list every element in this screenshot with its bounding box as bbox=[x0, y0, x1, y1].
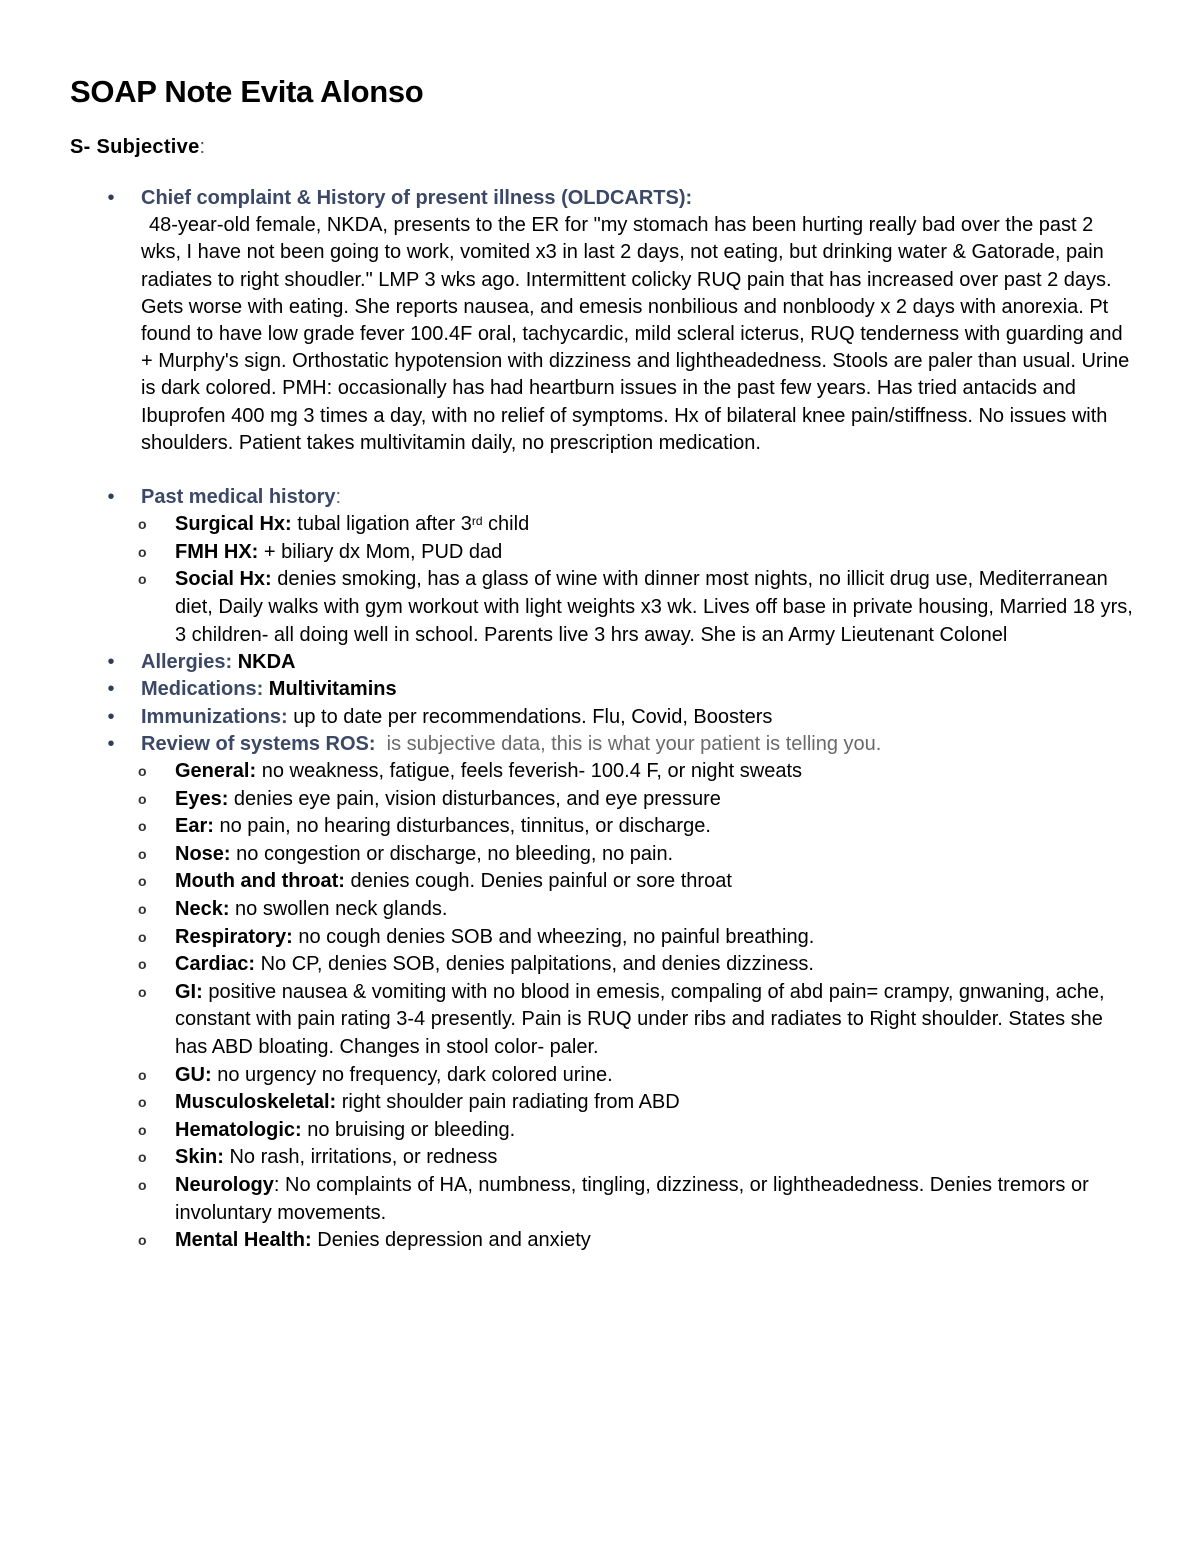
ros-mental-label: Mental Health: bbox=[175, 1229, 312, 1252]
ros-cardiac-text: No CP, denies SOB, denies palpitations, and denies dizziness. bbox=[255, 953, 814, 976]
ros-item-hematologic bbox=[104, 1117, 1134, 1145]
ros-item-eyes bbox=[104, 786, 1134, 814]
list-item-medications bbox=[104, 676, 1134, 703]
ros-respiratory-label: Respiratory: bbox=[175, 925, 293, 948]
medications-value: Multivitamins bbox=[263, 678, 397, 701]
ros-item-neck bbox=[104, 896, 1134, 924]
subjective-list bbox=[104, 185, 1134, 1255]
ros-neuro-label: Neurology bbox=[175, 1173, 274, 1196]
ros-ear-text: no pain, no hearing disturbances, tinnitus, or discharge. bbox=[213, 815, 711, 838]
ros-skin-label: Skin: bbox=[175, 1146, 224, 1169]
sub-bullet-icon: o bbox=[138, 900, 147, 917]
ros-item-mouth-throat bbox=[104, 868, 1134, 896]
bullet-icon: • bbox=[107, 705, 115, 728]
ros-item-musculoskeletal bbox=[104, 1089, 1134, 1117]
immunizations-value: up to date per recommendations. Flu, Covid, Boosters bbox=[287, 705, 773, 728]
ros-nose-text: no congestion or discharge, no bleeding, no pain. bbox=[230, 842, 674, 865]
allergies-label: Allergies: bbox=[141, 651, 233, 674]
sub-bullet-icon: o bbox=[138, 1176, 147, 1193]
ros-gu-text: no urgency no frequency, dark colored urine. bbox=[211, 1063, 613, 1086]
list-item-past-medical-history bbox=[104, 484, 1134, 649]
surgical-text-after: child bbox=[482, 513, 530, 536]
ros-item-gu bbox=[104, 1062, 1134, 1090]
medications-label: Medications: bbox=[141, 678, 264, 701]
fmh-text: + biliary dx Mom, PUD dad bbox=[258, 540, 503, 563]
surgical-text: tubal ligation after 3 bbox=[291, 513, 472, 536]
bullet-icon: • bbox=[107, 678, 115, 701]
social-text: denies smoking, has a glass of wine with dinner most nights, no illicit drug use, Mediterranean diet, Daily walks with gym workout with light weights x3 wk. Lives off base in private housing, Married 18 yrs, 3 children- all doing well in school. Parents live 3 hrs away. She is an Army Lieutenant Colonel bbox=[175, 568, 1133, 646]
list-item-immunizations bbox=[104, 704, 1134, 731]
sub-bullet-icon: o bbox=[138, 516, 147, 533]
ros-heme-text: no bruising or bleeding. bbox=[301, 1118, 516, 1141]
sub-bullet-icon: o bbox=[138, 1232, 147, 1249]
section-colon: : bbox=[199, 136, 206, 158]
sub-bullet-icon: o bbox=[138, 818, 147, 835]
ros-general-label: General: bbox=[175, 760, 257, 783]
ros-mouth-label: Mouth and throat: bbox=[175, 870, 345, 893]
ros-item-cardiac bbox=[104, 951, 1134, 979]
chief-complaint-text: 48-year-old female, NKDA, presents to the ER for "my stomach has been hurting really bad over the past 2 wks, I have not been going to work, vomited x3 in last 2 days, not eating, but drinking water & Gatorade, pain radiates to right shoudler." LMP 3 wks ago. Intermittent colicky RUQ pain that has increased over past 2 days. Gets worse with eating. She reports nausea, and emesis nonbilious and nonbloody x 2 days with anorexia. Pt found to have low grade fever 100.4F oral, tachycardic, mild scleral icterus, RUQ tenderness with guarding and + Murphy's sign. Orthostatic hypotension with dizziness and lightheadedness. Stools are paler than usual. Urine is dark colored. PMH: occasionally has had heartburn issues in the past few years. Has tried antacids and Ibuprofen 400 mg 3 times a day, with no relief of symptoms. Hx of bilateral knee pain/stiffness. No issues with shoulders. Patient takes multivitamin daily, no prescription medication. bbox=[141, 214, 1130, 454]
pmh-item-fmh bbox=[104, 539, 1134, 567]
bullet-icon: • bbox=[107, 187, 115, 209]
ros-ear-label: Ear: bbox=[175, 815, 214, 838]
section-heading-subjective bbox=[70, 136, 205, 159]
bullet-icon: • bbox=[107, 486, 115, 509]
ros-gi-label: GI: bbox=[175, 980, 203, 1003]
ros-mental-text: Denies depression and anxiety bbox=[311, 1229, 591, 1252]
allergies-value: NKDA bbox=[232, 651, 296, 674]
section-label: S- Subjective bbox=[70, 136, 200, 158]
sub-bullet-icon: o bbox=[138, 1094, 147, 1111]
ros-neck-label: Neck: bbox=[175, 897, 230, 920]
sub-bullet-icon: o bbox=[138, 983, 147, 1000]
ros-item-ear bbox=[104, 813, 1134, 841]
ros-neuro-text: : No complaints of HA, numbness, tingling, dizziness, or lightheadedness. Denies tremors or involuntary movements. bbox=[175, 1173, 1089, 1224]
ros-msk-text: right shoulder pain radiating from ABD bbox=[336, 1091, 680, 1114]
ros-item-general bbox=[104, 758, 1134, 786]
bullet-icon: • bbox=[107, 732, 115, 755]
sub-bullet-icon: o bbox=[138, 1066, 147, 1083]
surgical-label: Surgical Hx: bbox=[175, 513, 292, 536]
ros-item-skin bbox=[104, 1144, 1134, 1172]
ros-gu-label: GU: bbox=[175, 1063, 212, 1086]
ros-nose-label: Nose: bbox=[175, 842, 231, 865]
ros-heme-label: Hematologic: bbox=[175, 1118, 302, 1141]
ros-note: is subjective data, this is what your patient is telling you. bbox=[375, 732, 882, 755]
sub-bullet-icon: o bbox=[138, 928, 147, 945]
sub-bullet-icon: o bbox=[138, 790, 147, 807]
ros-item-mental-health bbox=[104, 1227, 1134, 1255]
fmh-label: FMH HX: bbox=[175, 540, 259, 563]
ros-item-respiratory bbox=[104, 924, 1134, 952]
sub-bullet-icon: o bbox=[138, 763, 147, 780]
immunizations-label: Immunizations: bbox=[141, 705, 288, 728]
ros-mouth-text: denies cough. Denies painful or sore throat bbox=[344, 870, 732, 893]
ros-neck-text: no swollen neck glands. bbox=[229, 897, 448, 920]
sub-bullet-icon: o bbox=[138, 845, 147, 862]
pmh-item-social bbox=[104, 566, 1134, 649]
pmh-item-surgical bbox=[104, 511, 1134, 539]
ros-item-neurology bbox=[104, 1172, 1134, 1227]
ros-gi-text: positive nausea & vomiting with no blood in emesis, compaling of abd pain= crampy, gnwaning, ache, constant with pain rating 3-4 presently. Pain is RUQ under ribs and radiates to Right shoulder. States she has ABD bloating. Changes in stool color- paler. bbox=[175, 980, 1105, 1058]
sub-bullet-icon: o bbox=[138, 873, 147, 890]
surgical-sup: rd bbox=[471, 514, 483, 529]
ros-respiratory-text: no cough denies SOB and wheezing, no painful breathing. bbox=[292, 925, 815, 948]
ros-skin-text: No rash, irritations, or redness bbox=[223, 1146, 498, 1169]
ros-label: Review of systems ROS: bbox=[141, 732, 376, 755]
ros-cardiac-label: Cardiac: bbox=[175, 953, 256, 976]
pmh-colon: : bbox=[335, 486, 342, 509]
ros-item-nose bbox=[104, 841, 1134, 869]
pmh-label: Past medical history bbox=[141, 486, 336, 509]
ros-msk-label: Musculoskeletal: bbox=[175, 1091, 337, 1114]
spacer bbox=[104, 457, 1134, 484]
sub-bullet-icon: o bbox=[138, 571, 147, 588]
social-label: Social Hx: bbox=[175, 568, 272, 591]
ros-eyes-text: denies eye pain, vision disturbances, and eye pressure bbox=[228, 787, 721, 810]
bullet-icon: • bbox=[107, 651, 115, 674]
sub-bullet-icon: o bbox=[138, 543, 147, 560]
sub-bullet-icon: o bbox=[138, 1121, 147, 1138]
ros-sublist bbox=[138, 758, 1134, 1255]
list-item-ros bbox=[104, 731, 1134, 1255]
chief-complaint-label: Chief complaint & History of present illness (OLDCARTS): bbox=[141, 187, 693, 209]
list-item-chief-complaint bbox=[104, 185, 1134, 457]
ros-eyes-label: Eyes: bbox=[175, 787, 229, 810]
ros-general-text: no weakness, fatigue, feels feverish- 100.4 F, or night sweats bbox=[256, 760, 803, 783]
pmh-sublist bbox=[138, 511, 1134, 649]
page-title: SOAP Note Evita Alonso bbox=[70, 74, 424, 109]
list-item-allergies bbox=[104, 649, 1134, 676]
ros-item-gi bbox=[104, 979, 1134, 1062]
sub-bullet-icon: o bbox=[138, 956, 147, 973]
sub-bullet-icon: o bbox=[138, 1149, 147, 1166]
